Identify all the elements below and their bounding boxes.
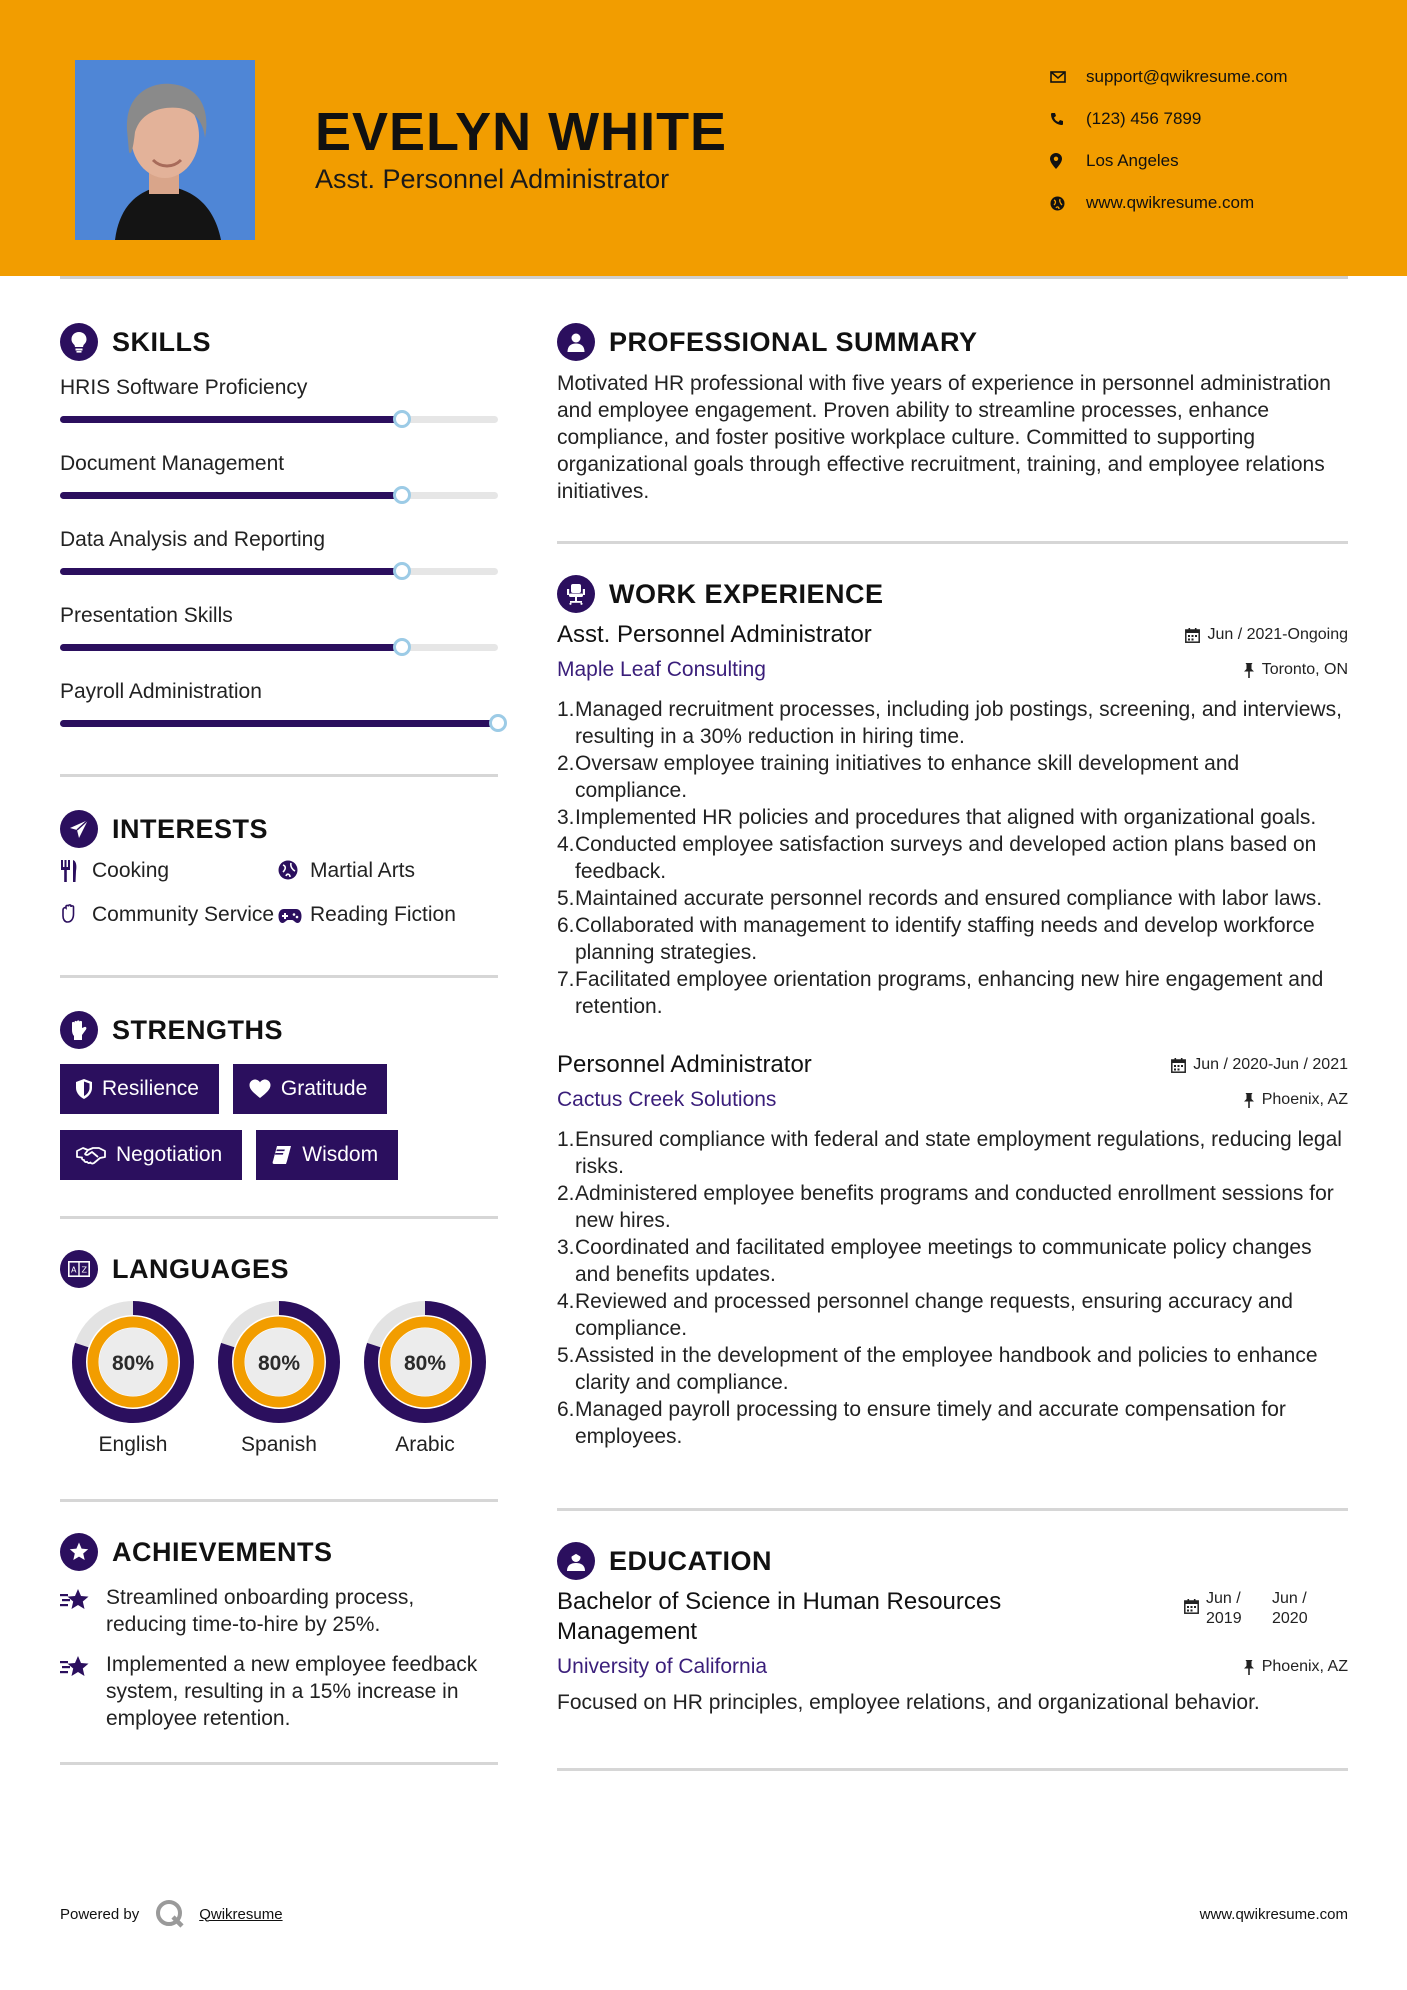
skill-bar-fill: [60, 416, 402, 423]
header-divider: [60, 276, 1348, 279]
contact-location: [1050, 140, 1390, 182]
job-point-text: Coordinated and facilitated employee meetings to communicate policy changes and benefits updates.: [575, 1236, 1312, 1286]
interest-item: [278, 857, 498, 889]
job-points: [557, 1126, 1348, 1450]
job-point-text: Assisted in the development of the employee handbook and policies to enhance clarity and compliance.: [575, 1344, 1318, 1394]
shooting-star-icon: [60, 1584, 106, 1619]
job-point: 6. Collaborated with management to identify staffing needs and develop workforce planning strategies.: [557, 912, 1348, 966]
globe-icon: [278, 857, 310, 887]
powered-by-label: Powered by: [60, 1905, 140, 1923]
job-date-text: Jun / 2020-Jun / 2021: [1193, 1056, 1348, 1073]
job-point: 4. Conducted employee satisfaction surveys and developed action plans based on feedback.: [557, 831, 1348, 885]
strength-tag: [233, 1064, 387, 1114]
job-point-text: Managed recruitment processes, including job postings, screening, and interviews, resulting in a 30% reduction in hiring time.: [575, 698, 1342, 748]
skill-bar-fill: [60, 568, 402, 575]
job-point-text: Administered employee benefits programs and conducted enrollment sessions for new hires.: [575, 1182, 1334, 1232]
job-header: [557, 1050, 1348, 1080]
contact-phone-text: (123) 456 7899: [1086, 109, 1202, 128]
education-description: Focused on HR principles, employee relations, and organizational behavior.: [557, 1691, 1260, 1714]
job-point-text: Conducted employee satisfaction surveys and developed action plans based on feedback.: [575, 833, 1317, 883]
job-title: Personnel Administrator: [557, 1051, 812, 1078]
translate-icon: [60, 1250, 98, 1288]
education-start-date: Jun / 2019: [1206, 1590, 1242, 1627]
graduate-icon: [557, 1542, 595, 1580]
phone-icon: [1050, 112, 1086, 126]
job-point-text: Oversaw employee training initiatives to enhance skill development and compliance.: [575, 752, 1240, 802]
job-points: [557, 696, 1348, 1020]
job-point: 7. Facilitated employee orientation programs, enhancing new hire engagement and retention.: [557, 966, 1348, 1020]
skill-name: Document Management: [60, 452, 285, 475]
job-company-row: [557, 1088, 1348, 1112]
shooting-star-icon: [60, 1651, 106, 1686]
skills-title: SKILLS: [112, 326, 212, 357]
achievement-item: [60, 1651, 498, 1732]
languages-list: [60, 1301, 498, 1457]
job-point: 5. Maintained accurate personnel records and ensured compliance with labor laws.: [557, 887, 1323, 910]
company-name: Maple Leaf Consulting: [557, 658, 766, 681]
hand-icon: [60, 901, 92, 931]
strength-tag: [60, 1130, 242, 1180]
job-point-text: Collaborated with management to identify staffing needs and develop workforce planning strategies.: [575, 914, 1315, 964]
skill-bar-knob[interactable]: [393, 638, 411, 656]
company-name: Cactus Creek Solutions: [557, 1088, 777, 1111]
map-pin-icon: [1050, 153, 1086, 169]
globe-icon: [1050, 196, 1086, 211]
handshake-icon: [76, 1145, 106, 1165]
job-header: [557, 620, 1348, 650]
job-point: 1. Managed recruitment processes, including job postings, screening, and interviews, resulting in a 30% reduction in hiring time.: [557, 696, 1348, 750]
education-entry: [557, 1587, 1348, 1716]
language-donut: [72, 1301, 194, 1423]
book-icon: [272, 1145, 292, 1165]
skills-heading: [60, 320, 498, 364]
utensils-icon: [60, 857, 92, 889]
skill-bar-track: [60, 416, 498, 423]
skill-bar-fill: [60, 492, 402, 499]
job-date: [1185, 626, 1348, 644]
calendar-icon: [1184, 1599, 1199, 1614]
contact-list: [1050, 56, 1390, 224]
job-point: 4. Reviewed and processed personnel change requests, ensuring accuracy and compliance.: [557, 1288, 1348, 1342]
skill-name: Presentation Skills: [60, 604, 233, 627]
fist-icon: [60, 1011, 98, 1049]
language-name: Arabic: [395, 1433, 455, 1456]
job-date: [1171, 1056, 1348, 1074]
language-percent: 80%: [111, 1352, 155, 1375]
interest-label: Community Service: [92, 903, 275, 926]
interests-list: [60, 857, 498, 931]
experience-heading: [557, 572, 1348, 616]
interests-title: INTERESTS: [112, 813, 269, 844]
footer: [60, 1898, 1348, 1930]
envelope-icon: [1050, 71, 1086, 83]
strength-label: Resilience: [102, 1077, 199, 1100]
job-entry: [557, 1050, 1348, 1450]
achievements-title: ACHIEVEMENTS: [112, 1536, 333, 1567]
strength-tag: [60, 1064, 219, 1114]
qwikresume-link[interactable]: Qwikresume: [199, 1905, 283, 1923]
candidate-title: Asst. Personnel Administrator: [315, 164, 670, 194]
language-percent: 80%: [403, 1352, 447, 1375]
section-divider: [60, 1762, 498, 1765]
section-divider: [557, 541, 1348, 544]
contact-phone[interactable]: [1050, 98, 1390, 140]
candidate-name: EVELYN WHITE: [315, 102, 728, 162]
education-title: EDUCATION: [609, 1545, 772, 1576]
education-header: [557, 1587, 1348, 1647]
job-location-text: Toronto, ON: [1261, 661, 1348, 678]
language-name: English: [98, 1433, 168, 1456]
paper-plane-icon: [60, 810, 98, 848]
skill-bar-fill: [60, 644, 402, 651]
education-end-date: Jun / 2020: [1272, 1590, 1308, 1627]
skill-bar-track: [60, 644, 498, 651]
strength-tag: [256, 1130, 398, 1180]
skill-item: [60, 448, 498, 524]
skill-bar-fill: [60, 720, 498, 727]
contact-website-text: www.qwikresume.com: [1086, 193, 1255, 212]
skill-bar-track: [60, 720, 498, 727]
school-name: University of California: [557, 1655, 768, 1678]
education-school-row: [557, 1655, 1348, 1679]
calendar-icon: [1171, 1058, 1186, 1073]
qwikresume-logo-icon: [155, 1899, 185, 1929]
gamepad-icon: [278, 901, 310, 931]
summary-heading: [557, 320, 1348, 364]
job-date-text: Jun / 2021-Ongoing: [1207, 626, 1348, 643]
language-percent: 80%: [257, 1352, 301, 1375]
svg-text:A: A: [71, 1265, 77, 1275]
lightbulb-icon: [60, 323, 98, 361]
section-divider: [557, 1508, 1348, 1511]
strengths-title: STRENGTHS: [112, 1014, 284, 1045]
right-column: [557, 320, 1348, 1771]
language-donut: [364, 1301, 486, 1423]
job-point: 1. Ensured compliance with federal and state employment regulations, reducing legal risks.: [557, 1126, 1348, 1180]
achievement-text: Streamlined onboarding process, reducing time-to-hire by 25%.: [106, 1586, 415, 1636]
interests-heading: [60, 807, 498, 851]
contact-website[interactable]: [1050, 182, 1390, 224]
job-point-text: Facilitated employee orientation programs, enhancing new hire engagement and retention.: [575, 968, 1324, 1018]
skills-list: [60, 372, 498, 752]
pushpin-icon: [1243, 1093, 1255, 1108]
section-divider: [60, 774, 498, 777]
strength-label: Gratitude: [280, 1077, 368, 1100]
user-icon: [557, 323, 595, 361]
job-point: 5. Assisted in the development of the employee handbook and policies to enhance clarity and compliance.: [557, 1342, 1348, 1396]
footer-website[interactable]: www.qwikresume.com: [1199, 1905, 1348, 1923]
contact-email[interactable]: [1050, 56, 1390, 98]
language-donut: [218, 1301, 340, 1423]
strengths-heading: [60, 1008, 498, 1052]
achievements-heading: [60, 1530, 498, 1574]
job-point-text: Implemented HR policies and procedures that aligned with organizational goals.: [575, 806, 1317, 829]
strength-label: Negotiation: [116, 1143, 223, 1166]
calendar-icon: [1185, 628, 1200, 643]
skill-bar-knob[interactable]: [489, 714, 507, 732]
left-column: [60, 320, 498, 1765]
svg-text:Z: Z: [81, 1265, 87, 1275]
interest-item: [278, 901, 498, 931]
skill-item: [60, 600, 498, 676]
section-divider: [60, 975, 498, 978]
strength-label: Wisdom: [302, 1143, 379, 1166]
skill-item: [60, 524, 498, 600]
skill-item: [60, 372, 498, 448]
experience-title: WORK EXPERIENCE: [609, 578, 884, 609]
languages-title: LANGUAGES: [112, 1253, 290, 1284]
skill-bar-knob[interactable]: [393, 562, 411, 580]
section-divider: [60, 1216, 498, 1219]
interest-item: [60, 901, 278, 931]
contact-location-text: Los Angeles: [1086, 151, 1179, 170]
shield-icon: [76, 1079, 92, 1099]
skill-bar-track: [60, 568, 498, 575]
header-band: [0, 0, 1407, 276]
language-name: Spanish: [241, 1433, 317, 1456]
education-heading: [557, 1539, 1348, 1583]
skill-bar-knob[interactable]: [393, 486, 411, 504]
contact-email-text: support@qwikresume.com: [1086, 67, 1288, 86]
office-chair-icon: [557, 575, 595, 613]
education-date: [1184, 1589, 1318, 1629]
strengths-list: [60, 1064, 498, 1180]
job-company-row: [557, 658, 1348, 682]
skill-name: Payroll Administration: [60, 680, 262, 703]
skill-name: Data Analysis and Reporting: [60, 528, 325, 551]
section-divider: [60, 1499, 498, 1502]
skill-bar-knob[interactable]: [393, 410, 411, 428]
education-location-text: Phoenix, AZ: [1261, 1658, 1348, 1675]
interest-label: Martial Arts: [310, 859, 416, 882]
section-divider: [557, 1768, 1348, 1771]
job-point: 3. Implemented HR policies and procedures that aligned with organizational goals.: [557, 806, 1317, 829]
job-title: Asst. Personnel Administrator: [557, 621, 872, 648]
star-badge-icon: [60, 1533, 98, 1571]
job-point-text: Reviewed and processed personnel change requests, ensuring accuracy and compliance.: [575, 1290, 1293, 1340]
summary-text: Motivated HR professional with five years of experience in personnel administration and employee engagement. Proven ability to streamline processes, enhance compliance, and foster positive workplace culture. Committed to supporting organizational goals through effective recruitment, training, and employee relations initiatives.: [557, 372, 1331, 503]
pushpin-icon: [1243, 663, 1255, 678]
footer-branding: [60, 1899, 283, 1929]
job-point-text: Maintained accurate personnel records and ensured compliance with labor laws.: [575, 887, 1323, 910]
achievement-item: [60, 1584, 498, 1638]
skill-item: [60, 676, 498, 752]
job-point: 3. Coordinated and facilitated employee meetings to communicate policy changes and benefits updates.: [557, 1234, 1348, 1288]
job-entry: [557, 620, 1348, 1020]
language-item: [60, 1301, 206, 1457]
job-point-text: Managed payroll processing to ensure timely and accurate compensation for employees.: [575, 1398, 1286, 1448]
interest-label: Reading Fiction: [310, 903, 456, 926]
education-location: [1243, 1658, 1348, 1676]
pushpin-icon: [1243, 1660, 1255, 1675]
language-item: [352, 1301, 498, 1457]
profile-photo: [75, 60, 255, 240]
languages-heading: [60, 1247, 498, 1291]
degree-name: Bachelor of Science in Human Resources Management: [557, 1588, 1002, 1645]
interest-label: Cooking: [92, 859, 170, 882]
heart-icon: [249, 1079, 271, 1099]
job-point: 6. Managed payroll processing to ensure timely and accurate compensation for employees.: [557, 1396, 1348, 1450]
job-point: 2. Administered employee benefits programs and conducted enrollment sessions for new hires.: [557, 1180, 1348, 1234]
interest-item: [60, 857, 278, 889]
achievement-text: Implemented a new employee feedback system, resulting in a 15% increase in employee retention.: [106, 1653, 478, 1730]
summary-title: PROFESSIONAL SUMMARY: [609, 326, 978, 357]
language-item: [206, 1301, 352, 1457]
job-location-text: Phoenix, AZ: [1261, 1091, 1348, 1108]
skill-name: HRIS Software Proficiency: [60, 376, 308, 399]
achievements-list: [60, 1584, 498, 1732]
job-point: 2. Oversaw employee training initiatives to enhance skill development and compliance.: [557, 750, 1348, 804]
job-location: [1243, 1091, 1348, 1109]
skill-bar-track: [60, 492, 498, 499]
job-point-text: Ensured compliance with federal and state employment regulations, reducing legal risks.: [575, 1128, 1342, 1178]
job-location: [1243, 661, 1348, 679]
